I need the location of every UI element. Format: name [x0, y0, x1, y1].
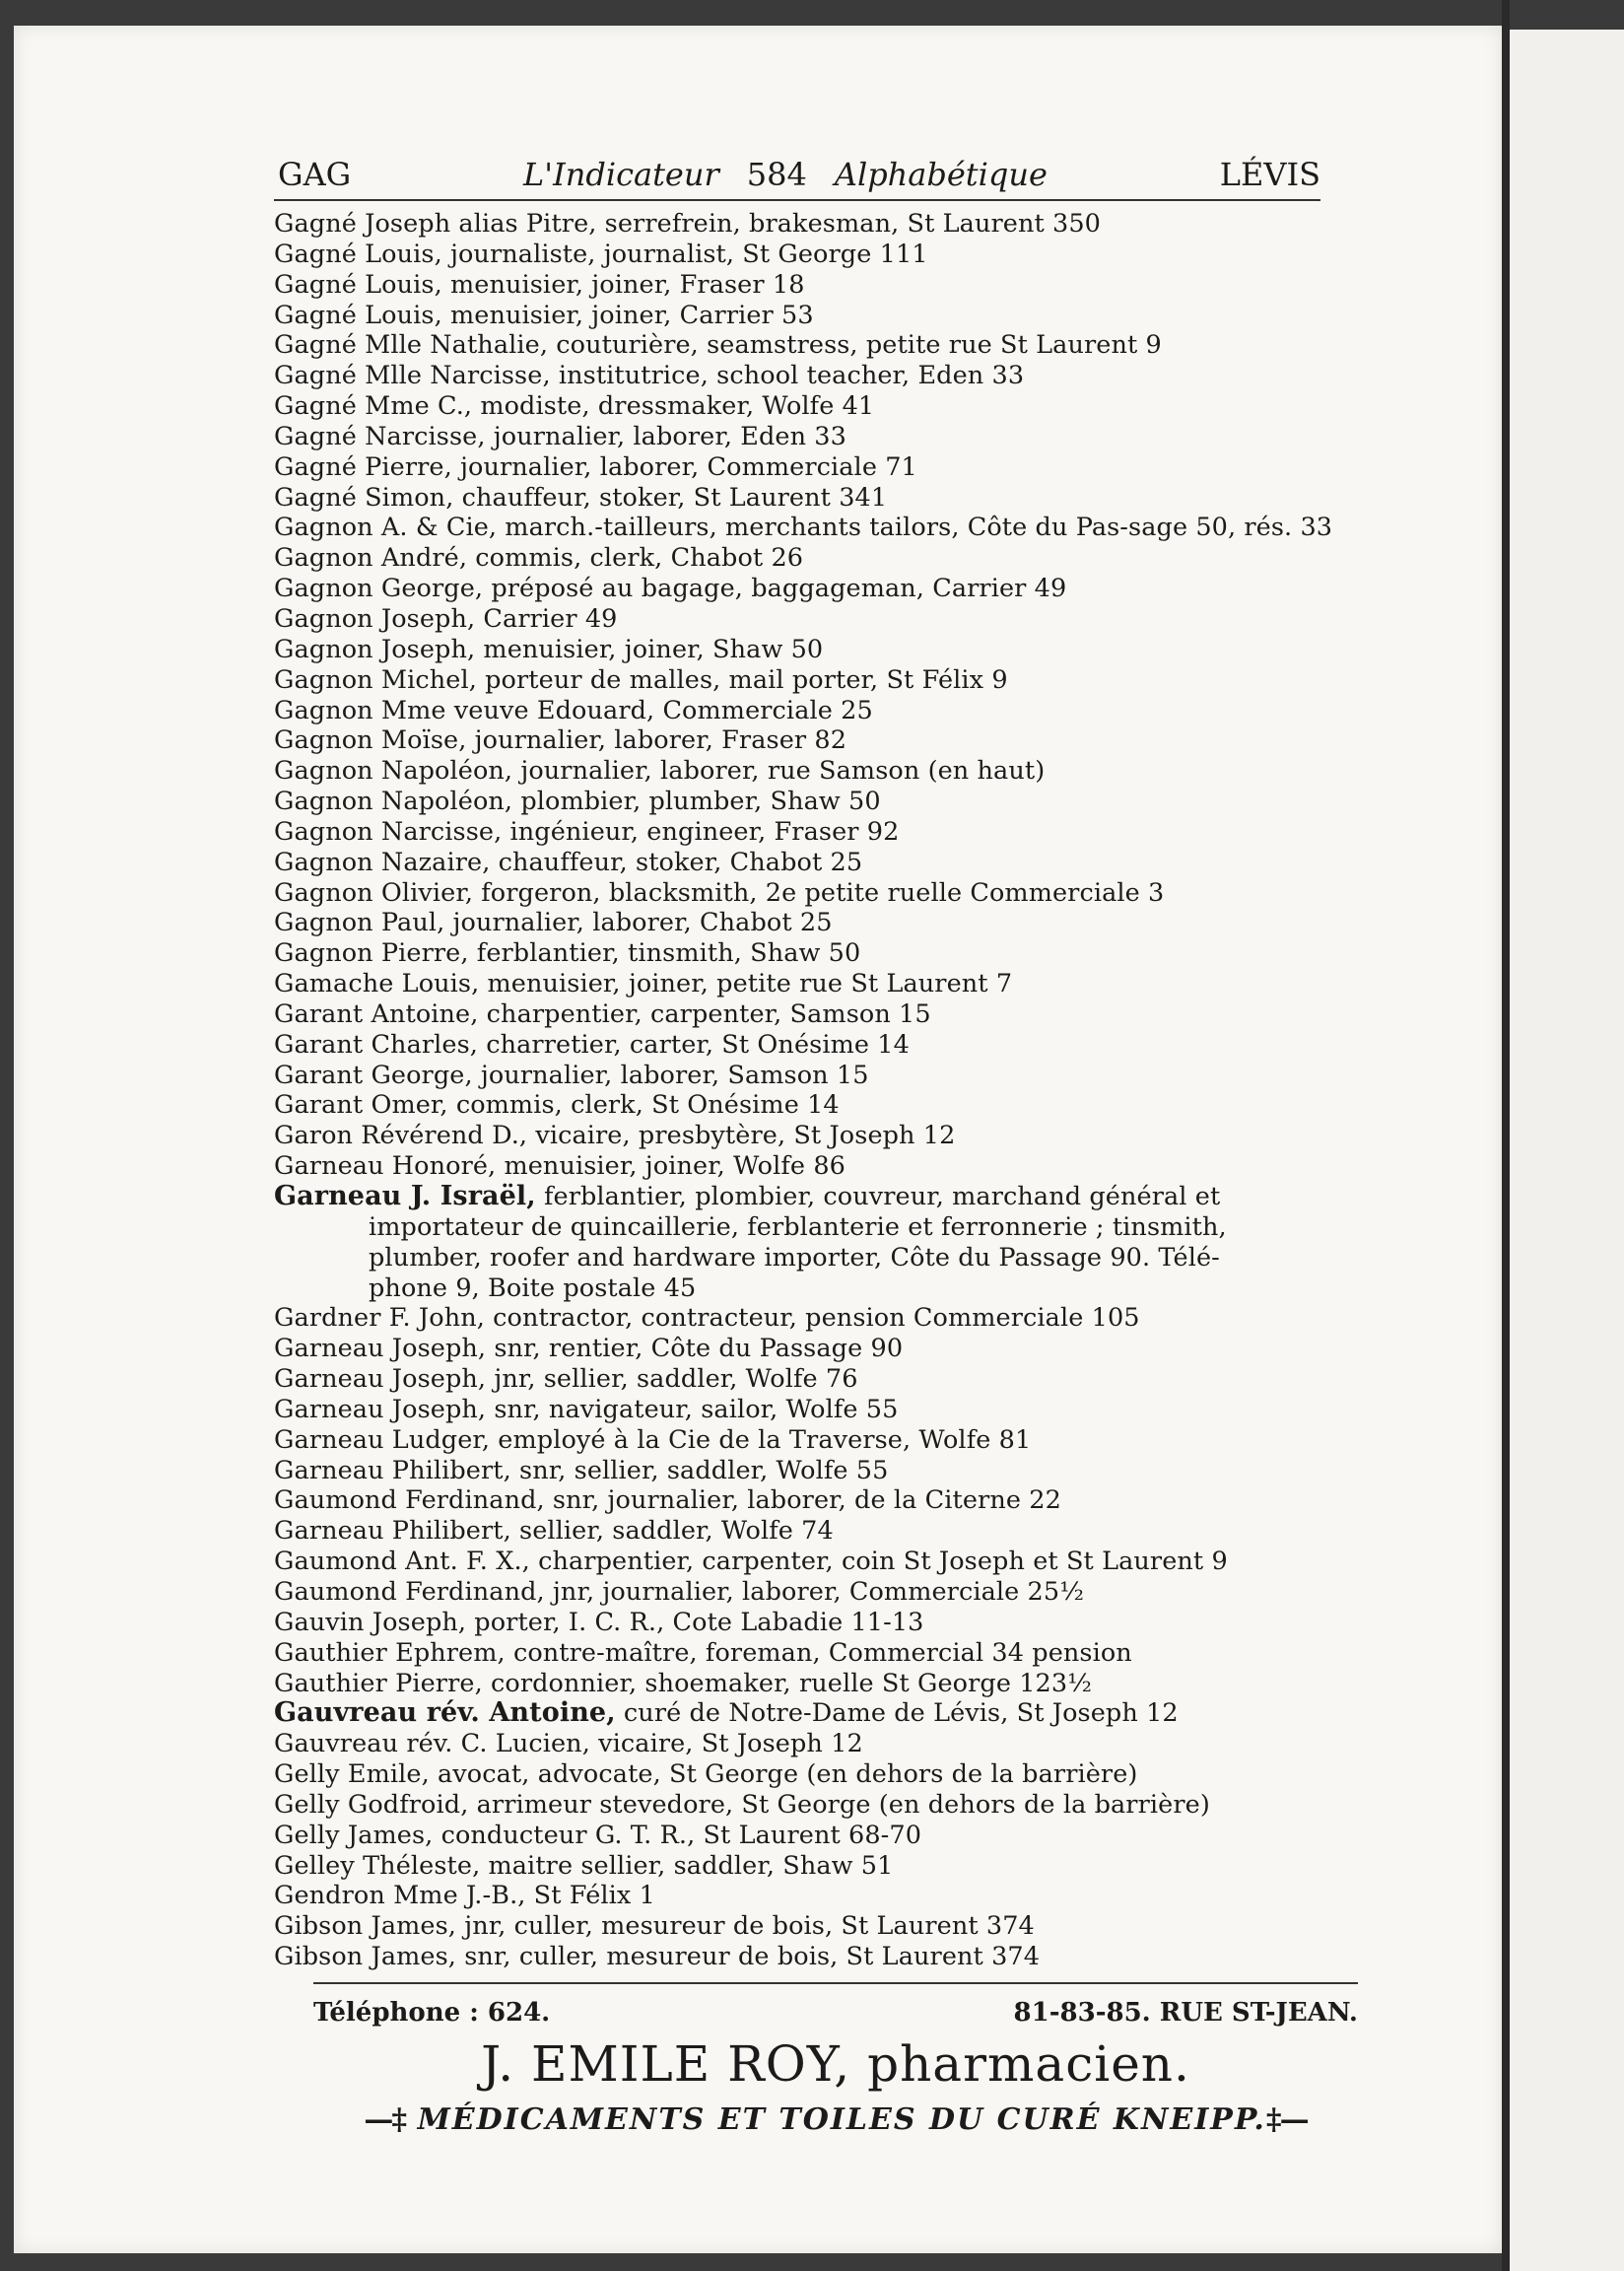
directory-entry: Gauthier Pierre, cordonnier, shoemaker, ruelle St George 123½ [274, 1668, 1093, 1698]
directory-entry: Gelley Théleste, maitre sellier, saddler, Shaw 51 [274, 1850, 894, 1881]
bold-entry-gauvreau [274, 1698, 1370, 1729]
ad-tagline-tail: ‡— [1265, 2101, 1308, 2137]
directory-entry: Gelly Godfroid, arrimeur stevedore, St George (en dehors de la barrière) [274, 1789, 1210, 1820]
directory-entry: Gagnon Moïse, journalier, laborer, Fraser 82 [274, 725, 847, 756]
directory-entry: Gagné Mme C., modiste, dressmaker, Wolfe 41 [274, 391, 875, 422]
directory-entry: Garneau Joseph, snr, rentier, Côte du Passage 90 [274, 1334, 904, 1364]
ad-business-name: J. EMILE ROY, pharmacien. [481, 2034, 1190, 2093]
bold-entry-garneau [274, 1182, 1358, 1303]
bold-entry-line: importateur de quincaillerie, ferblanterie et ferronnerie ; tinsmith, [369, 1211, 1227, 1242]
directory-entry: Gibson James, snr, culler, mesureur de bois, St Laurent 374 [274, 1942, 1041, 1972]
directory-entry: Garant Charles, charretier, carter, St Onésime 14 [274, 1029, 910, 1060]
entry-list-2 [274, 1303, 1370, 1698]
directory-entry: Gagnon Napoléon, journalier, laborer, rue Samson (en haut) [274, 756, 1046, 787]
directory-entry: Garneau Joseph, jnr, sellier, saddler, Wolfe 76 [274, 1364, 858, 1395]
directory-entry: Garneau Philibert, sellier, saddler, Wolfe 74 [274, 1516, 834, 1547]
directory-entry: Gamache Louis, menuisier, joiner, petite rue St Laurent 7 [274, 969, 1013, 999]
ad-tagline-lead: —‡ [364, 2101, 406, 2137]
ad-telephone: Téléphone : 624. [313, 1997, 551, 2028]
directory-entry: Gelly James, conducteur G. T. R., St Laurent 68-70 [274, 1820, 922, 1850]
directory-entry: Garant George, journalier, laborer, Samson 15 [274, 1060, 869, 1090]
directory-entry: Gaumond Ferdinand, jnr, journalier, laborer, Commerciale 25½ [274, 1576, 1085, 1607]
page-number: 584 [746, 156, 807, 193]
directory-entry: Garon Révérend D., vicaire, presbytère, St Joseph 12 [274, 1121, 956, 1151]
header-right: LÉVIS [1219, 156, 1320, 193]
directory-entries [274, 209, 1370, 1972]
page-content [274, 156, 1370, 2137]
directory-entry: Gagnon André, commis, clerk, Chabot 26 [274, 543, 804, 574]
directory-entry: Garant Antoine, charpentier, carpenter, Samson 15 [274, 998, 931, 1029]
ad-tagline-text: MÉDICAMENTS ET TOILES DU CURÉ KNEIPP. [405, 2101, 1266, 2137]
directory-entry: Garneau Ludger, employé à la Cie de la Traverse, Wolfe 81 [274, 1424, 1032, 1455]
directory-entry: Gagné Mlle Narcisse, institutrice, school teacher, Eden 33 [274, 361, 1025, 391]
directory-entry: Gagnon Napoléon, plombier, plumber, Shaw 50 [274, 787, 881, 817]
directory-entry: Gelly Emile, avocat, advocate, St George (en dehors de la barrière) [274, 1759, 1138, 1790]
directory-entry: Gagnon Mme veuve Edouard, Commerciale 25 [274, 695, 873, 725]
bold-entry-name: Garneau J. Israël, [274, 1181, 536, 1211]
header-center [523, 156, 1048, 193]
directory-entry: Gibson James, jnr, culler, mesureur de bois, St Laurent 374 [274, 1911, 1035, 1942]
directory-entry: Gagnon Joseph, Carrier 49 [274, 603, 618, 634]
directory-entry: Gagné Louis, journaliste, journalist, St George 111 [274, 239, 928, 269]
directory-entry: Gauvin Joseph, porter, I. C. R., Cote Labadie 11-13 [274, 1607, 924, 1637]
directory-entry: Gagné Mlle Nathalie, couturière, seamstress, petite rue St Laurent 9 [274, 330, 1162, 361]
directory-entry: Garneau Joseph, snr, navigateur, sailor, Wolfe 55 [274, 1394, 899, 1424]
directory-entry: Gagnon Nazaire, chauffeur, stoker, Chabot 25 [274, 847, 863, 877]
directory-entry: Gagné Louis, menuisier, joiner, Fraser 18 [274, 269, 805, 300]
directory-entry: Garant Omer, commis, clerk, St Onésime 14 [274, 1090, 840, 1121]
directory-entry: Gagné Louis, menuisier, joiner, Carrier 53 [274, 300, 814, 330]
directory-entry: Garneau Honoré, menuisier, joiner, Wolfe 86 [274, 1151, 846, 1182]
header-title-part2: Alphabétique [834, 156, 1048, 193]
directory-entry: Gauvreau rév. C. Lucien, vicaire, St Joseph 12 [274, 1729, 863, 1759]
directory-entry: Gagné Pierre, journalier, laborer, Commerciale 71 [274, 451, 917, 482]
bold-entry-rest: curé de Notre-Dame de Lévis, St Joseph 12 [615, 1698, 1179, 1729]
ad-tagline [313, 2102, 1358, 2137]
directory-entry: Gaumond Ant. F. X., charpentier, carpenter, coin St Joseph et St Laurent 9 [274, 1547, 1228, 1577]
entry-list-3 [274, 1729, 1370, 1972]
bold-entry-name: Gauvreau rév. Antoine, [274, 1697, 616, 1729]
bold-entry-line: ferblantier, plombier, couvreur, marchand général et [535, 1182, 1221, 1211]
header-title-part1: L'Indicateur [523, 156, 719, 193]
footer-rule [313, 1982, 1358, 1984]
bold-entry-line: plumber, roofer and hardware importer, Côte du Passage 90. Télé- [369, 1242, 1220, 1273]
ad-address: 81-83-85. RUE ST-JEAN. [1013, 1997, 1358, 2028]
directory-entry: Gagné Simon, chauffeur, stoker, St Laurent 341 [274, 482, 888, 513]
directory-entry: Gaumond Ferdinand, snr, journalier, laborer, de la Citerne 22 [274, 1485, 1061, 1516]
directory-entry: Gagnon Narcisse, ingénieur, engineer, Fraser 92 [274, 816, 900, 847]
adjacent-page-edge [1510, 30, 1624, 2271]
directory-entry: Gagnon A. & Cie, march.-tailleurs, merchants tailors, Côte du Pas-sage 50, rés. 33 [274, 513, 1333, 543]
directory-entry: Gendron Mme J.-B., St Félix 1 [274, 1881, 655, 1911]
running-head [274, 156, 1320, 201]
directory-entry: Gagnon Joseph, menuisier, joiner, Shaw 50 [274, 634, 824, 664]
bold-entry-line: phone 9, Boite postale 45 [369, 1273, 697, 1303]
directory-entry: Gagnon Michel, porteur de malles, mail porter, St Félix 9 [274, 664, 1008, 695]
directory-entry: Gardner F. John, contractor, contracteur, pension Commerciale 105 [274, 1303, 1140, 1334]
entry-list-1 [274, 209, 1370, 1182]
directory-entry: Gagnon Olivier, forgeron, blacksmith, 2e petite ruelle Commerciale 3 [274, 877, 1165, 908]
directory-entry: Gagnon Paul, journalier, laborer, Chabot 25 [274, 908, 833, 938]
directory-entry: Gauthier Ephrem, contre-maître, foreman, Commercial 34 pension [274, 1637, 1132, 1668]
header-left: GAG [278, 156, 352, 193]
directory-entry: Gagnon Pierre, ferblantier, tinsmith, Shaw 50 [274, 938, 861, 969]
book-gutter [1502, 0, 1510, 2271]
directory-entry: Gagnon George, préposé au bagage, baggageman, Carrier 49 [274, 574, 1067, 604]
directory-entry: Gagné Narcisse, journalier, laborer, Eden 33 [274, 421, 846, 451]
ad-contact-line [313, 1998, 1358, 2028]
directory-entry: Gagné Joseph alias Pitre, serrefrein, brakesman, St Laurent 350 [274, 209, 1102, 239]
directory-entry: Garneau Philibert, snr, sellier, saddler, Wolfe 55 [274, 1455, 889, 1485]
